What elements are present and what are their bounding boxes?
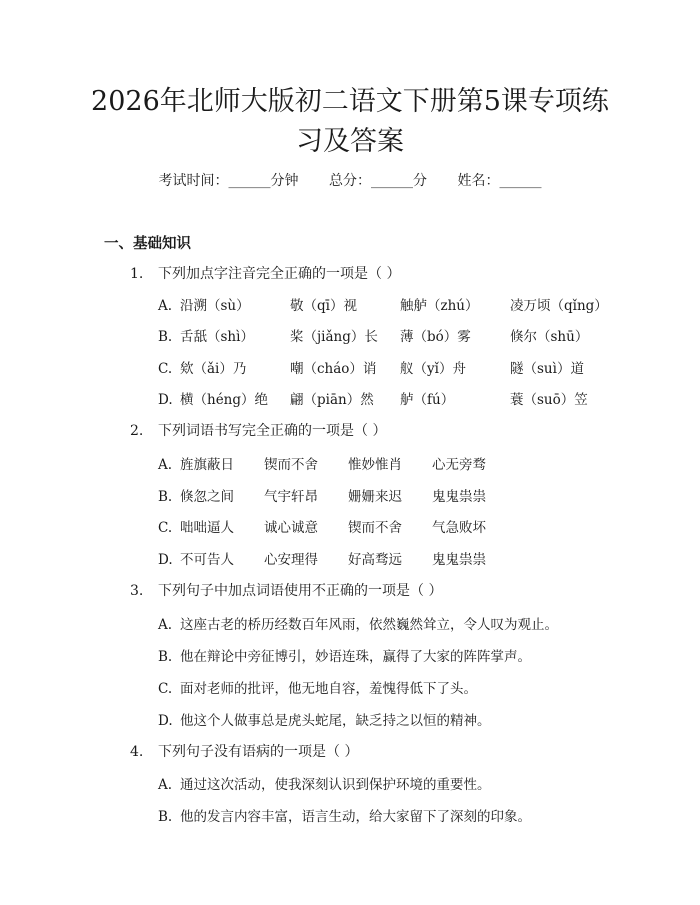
option-item: 薄（bó）雾	[400, 329, 471, 345]
q3-option-a	[158, 613, 558, 633]
option-letter: A.	[158, 298, 173, 314]
option-item: 倏尔（shū）	[510, 329, 589, 345]
option-letter: A.	[158, 617, 173, 633]
option-item: 嘲（cháo）诮	[290, 361, 377, 377]
option-item: 翩（piān）然	[290, 392, 374, 408]
option-text: 他在辩论中旁征博引，妙语连珠，赢得了大家的阵阵掌声。	[180, 649, 531, 665]
option-item: 横（héng）绝	[180, 392, 269, 408]
option-item: 惟妙惟肖	[348, 457, 402, 473]
option-item: 气宇轩昂	[264, 489, 318, 505]
option-item: 舻（fú）	[400, 392, 455, 408]
option-item: 触舻（zhú）	[400, 298, 479, 314]
option-letter: B.	[158, 809, 173, 825]
q4-option-b	[158, 805, 531, 825]
option-item: 桨（jiǎng）长	[290, 329, 378, 345]
q3-option-c	[158, 677, 477, 697]
question-text: 下列句子没有语病的一项是（ ）	[158, 744, 359, 760]
q2-option-a	[158, 453, 516, 473]
option-item: 倏忽之间	[180, 489, 234, 505]
option-letter: B.	[158, 649, 173, 665]
question-1	[130, 263, 400, 283]
q1-option-d	[158, 388, 588, 408]
option-text: 通过这次活动，使我深刻认识到保护环境的重要性。	[180, 777, 491, 793]
option-item: 锲而不舍	[264, 457, 318, 473]
option-letter: C.	[158, 681, 173, 697]
option-item: 不可告人	[180, 552, 234, 568]
option-text: 他这个人做事总是虎头蛇尾，缺乏持之以恒的精神。	[180, 713, 491, 729]
option-item: 敬（qī）视	[290, 298, 357, 314]
q4-option-a	[158, 773, 491, 793]
option-item: 旌旗蔽日	[180, 457, 234, 473]
option-item: 凌万顷（qǐng）	[510, 298, 608, 314]
option-text: 面对老师的批评，他无地自容，羞愧得低下了头。	[180, 681, 477, 697]
question-3	[130, 580, 442, 600]
q3-option-d	[158, 709, 491, 729]
option-item: 心安理得	[264, 552, 318, 568]
question-number: 3.	[130, 583, 144, 599]
document-title	[60, 82, 640, 162]
question-text: 下列词语书写完全正确的一项是（ ）	[158, 423, 387, 439]
option-letter: C.	[158, 361, 173, 377]
option-item: 心无旁骛	[432, 457, 486, 473]
question-number: 2.	[130, 423, 144, 439]
question-2	[130, 420, 386, 440]
option-item: 舌舐（shì）	[180, 329, 254, 345]
option-letter: B.	[158, 489, 173, 505]
q1-option-a	[158, 294, 608, 314]
question-4	[130, 741, 358, 761]
option-item: 锲而不舍	[348, 520, 402, 536]
exam-info	[0, 170, 700, 190]
option-letter: D.	[158, 392, 173, 408]
option-item: 好高骛远	[348, 552, 402, 568]
title-line-2: 习及答案	[296, 126, 404, 157]
option-item: 鬼鬼祟祟	[432, 489, 486, 505]
q1-option-b	[158, 325, 588, 345]
option-item: 蓑（suō）笠	[510, 392, 588, 408]
option-item: 隧（suì）道	[510, 361, 584, 377]
question-number: 1.	[130, 266, 144, 282]
question-text: 下列句子中加点词语使用不正确的一项是（ ）	[158, 583, 443, 599]
option-item: 沿溯（sù）	[180, 298, 250, 314]
option-letter: B.	[158, 329, 173, 345]
option-letter: D.	[158, 552, 173, 568]
q1-option-c	[158, 357, 584, 377]
option-text: 这座古老的桥历经数百年风雨，依然巍然耸立，令人叹为观止。	[180, 617, 558, 633]
section-heading: 一、基础知识	[104, 236, 191, 252]
option-text: 他的发言内容丰富，语言生动，给大家留下了深刻的印象。	[180, 809, 531, 825]
q2-option-d	[158, 548, 516, 568]
title-line-1: 2026年北师大版初二语文下册第5课专项练	[91, 86, 609, 117]
option-item: 气急败坏	[432, 520, 486, 536]
option-item: 诚心诚意	[264, 520, 318, 536]
question-text: 下列加点字注音完全正确的一项是（ ）	[158, 266, 401, 282]
option-letter: A.	[158, 457, 173, 473]
q3-option-b	[158, 645, 531, 665]
exam-time: 考试时间：______分钟	[158, 173, 299, 189]
q2-option-c	[158, 516, 516, 536]
option-letter: D.	[158, 713, 173, 729]
exam-score: 总分：______分	[329, 173, 427, 189]
option-item: 鬼鬼祟祟	[432, 552, 486, 568]
student-name: 姓名：______	[457, 173, 542, 189]
option-item: 姗姗来迟	[348, 489, 402, 505]
option-letter: A.	[158, 777, 173, 793]
question-number: 4.	[130, 744, 144, 760]
option-item: 咄咄逼人	[180, 520, 234, 536]
q2-option-b	[158, 485, 516, 505]
option-item: 舣（yǐ）舟	[400, 361, 466, 377]
option-item: 欸（ǎi）乃	[180, 361, 247, 377]
option-letter: C.	[158, 520, 173, 536]
